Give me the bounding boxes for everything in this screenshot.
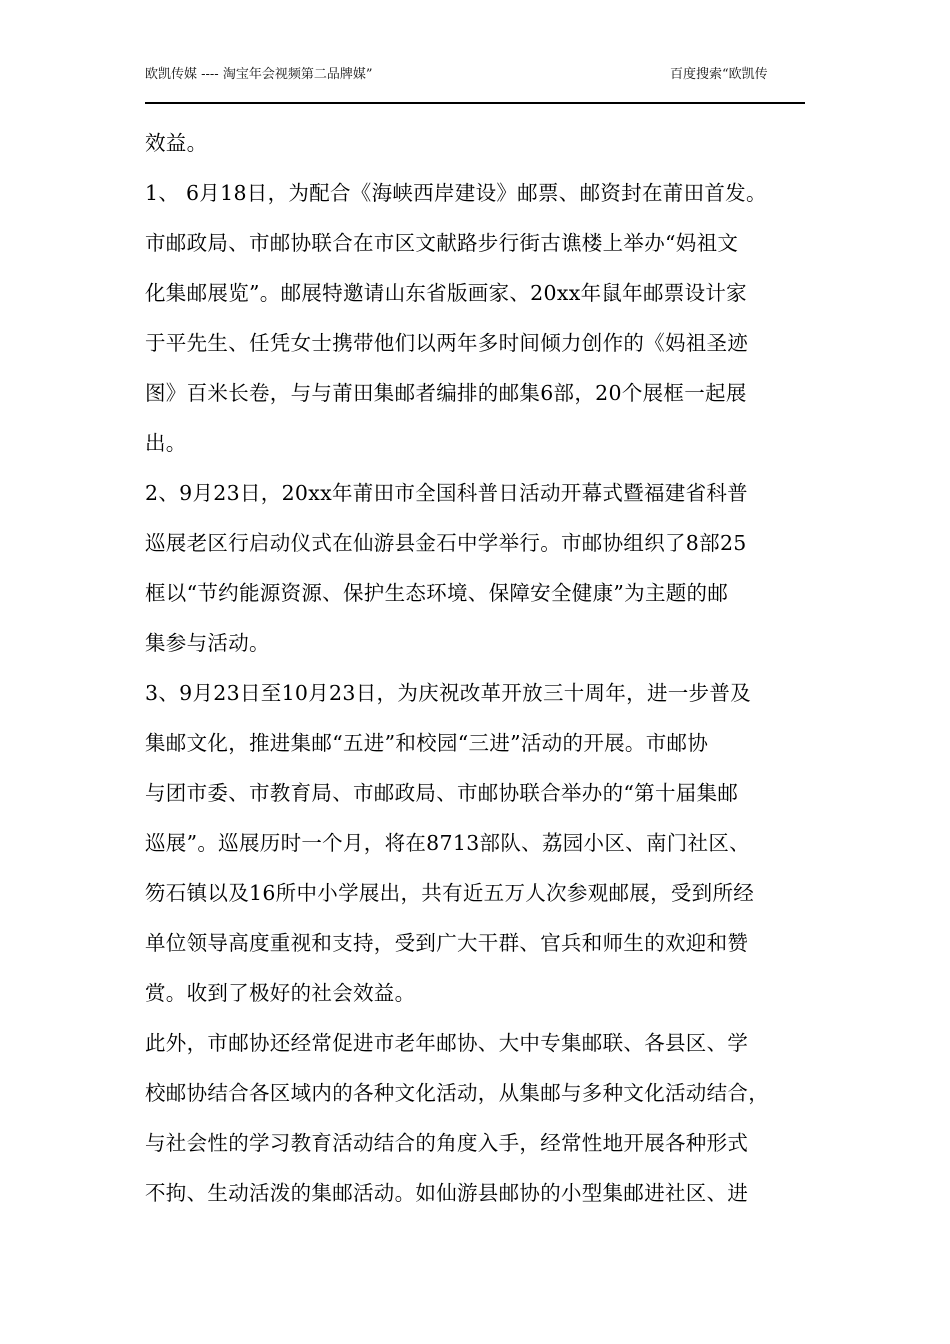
paragraph-line: 巡展”。巡展历时一个月，将在8713部队、荔园小区、南门社区、	[145, 831, 750, 855]
header-brand-text: 欧凯传媒 ---- 淘宝年会视频第二品牌媒”	[145, 67, 373, 82]
paragraph-line: 集邮文化，推进集邮“五进”和校园“三进”活动的开展。市邮协	[145, 731, 709, 755]
paragraph-line: 单位领导高度重视和支持，受到广大干群、官兵和师生的欢迎和赞	[145, 931, 749, 955]
paragraph-line: 不拘、生动活泼的集邮活动。如仙游县邮协的小型集邮进社区、进	[145, 1181, 749, 1205]
header-search-hint: 百度搜索“欧凯传	[670, 67, 768, 82]
document-body	[145, 118, 810, 1218]
paragraph-line: 集参与活动。	[145, 631, 270, 655]
paragraph-line: 3、9月23日至10月23日，为庆祝改革开放三十周年，进一步普及	[145, 681, 751, 705]
paragraph-line: 框以“节约能源资源、保护生态环境、保障安全健康”为主题的邮	[145, 581, 729, 605]
paragraph-line: 图》百米长卷，与与莆田集邮者编排的邮集6部，20个展框一起展	[145, 381, 747, 405]
paragraph-line: 化集邮展览”。邮展特邀请山东省版画家、20xx年鼠年邮票设计家	[145, 281, 747, 305]
paragraph-line: 与社会性的学习教育活动结合的角度入手，经常性地开展各种形式	[145, 1131, 749, 1155]
page-header	[145, 66, 805, 104]
paragraph-line: 于平先生、任凭女士携带他们以两年多时间倾力创作的《妈祖圣迹	[145, 331, 749, 355]
paragraph-line: 此外，市邮协还经常促进市老年邮协、大中专集邮联、各县区、学	[145, 1031, 749, 1055]
paragraph-line: 1、 6月18日，为配合《海峡西岸建设》邮票、邮资封在莆田首发。	[145, 181, 767, 205]
paragraph-line: 出。	[145, 431, 187, 455]
paragraph-line: 市邮政局、市邮协联合在市区文献路步行街古谯楼上举办“妈祖文	[145, 231, 739, 255]
paragraph-line: 校邮协结合各区域内的各种文化活动，从集邮与多种文化活动结合，	[145, 1081, 769, 1105]
paragraph-line: 2、9月23日，20xx年莆田市全国科普日活动开幕式暨福建省科普	[145, 481, 748, 505]
paragraph-line: 效益。	[145, 131, 208, 155]
paragraph-line: 巡展老区行启动仪式在仙游县金石中学举行。市邮协组织了8部25	[145, 531, 747, 555]
paragraph-line: 赏。收到了极好的社会效益。	[145, 981, 416, 1005]
paragraph-line: 与团市委、市教育局、市邮政局、市邮协联合举办的“第十届集邮	[145, 781, 739, 805]
paragraph-line: 笏石镇以及16所中小学展出，共有近五万人次参观邮展，受到所经	[145, 881, 755, 905]
